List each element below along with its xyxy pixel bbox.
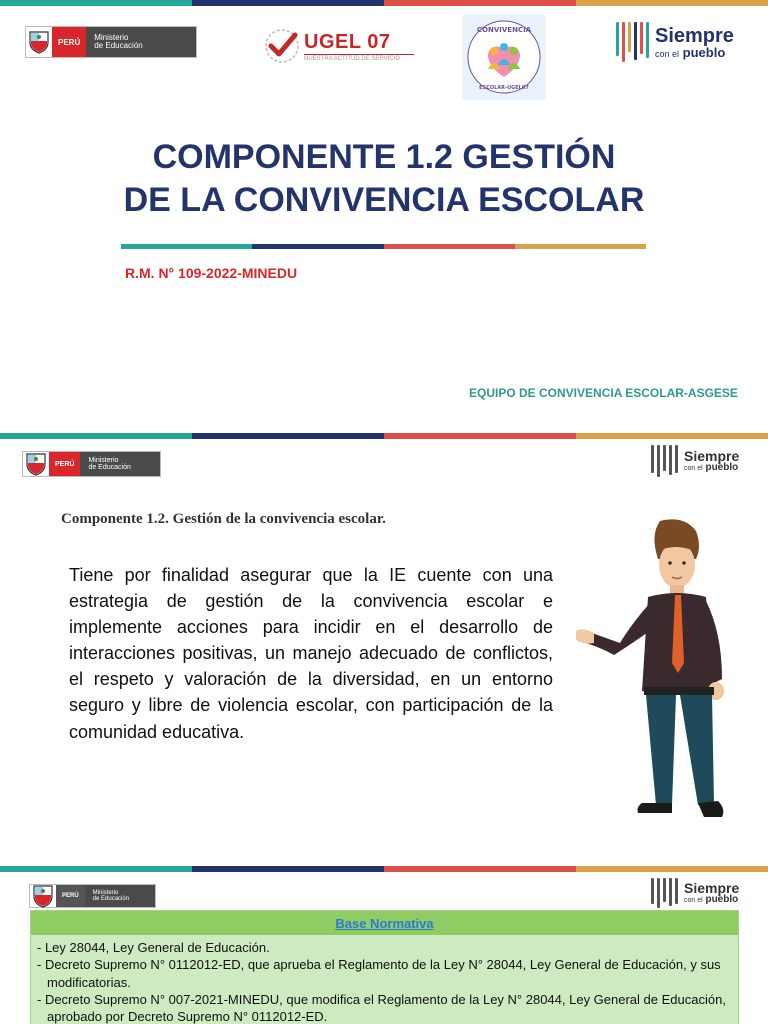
ministerio-label [85, 885, 155, 907]
ugel-subtitle: NUESTRA ACTITUD DE SERVICIO [304, 54, 414, 62]
slide-base-normativa [0, 866, 768, 1024]
con-el-word: con el [655, 48, 680, 59]
siempre-con-el-pueblo-logo [651, 878, 739, 908]
minedu-logo [22, 451, 161, 477]
ministerio-label [86, 27, 196, 57]
ministerio-line2: de Educación [92, 896, 130, 902]
slide-title [0, 0, 768, 433]
ministerio-line1: Ministerio [92, 889, 119, 896]
convivencia-bottom-text: ESCOLAR-UGEL07 [479, 85, 529, 91]
convivencia-top-text: CONVIVENCIA [476, 26, 532, 34]
pueblo-word: pueblo [705, 462, 739, 473]
con-el-word: con el [684, 897, 703, 904]
peru-label: PERÚ [56, 885, 85, 907]
siempre-bars-icon [616, 22, 649, 62]
pueblo-word: pueblo [682, 44, 726, 60]
list-item: - Decreto Supremo N° 007-2021-MINEDU, que modifica el Reglamento de la Ley N° 28044, Ley General de Educación, aprobado por Decreto Supremo N° 0112012-ED. [37, 991, 726, 1024]
base-normativa-list [31, 935, 738, 1024]
ministerio-line1: Ministerio [88, 456, 119, 464]
peru-shield-icon [26, 29, 52, 55]
slide-componente [0, 433, 768, 866]
resolution-number: R.M. N° 109-2022-MINEDU [125, 265, 298, 281]
con-el-word: con el [684, 465, 703, 472]
pueblo-word: pueblo [705, 894, 739, 905]
slide-main-title [0, 136, 768, 222]
siempre-word: Siempre [684, 448, 740, 464]
base-normativa-header [31, 911, 738, 935]
ministerio-label [80, 452, 160, 476]
list-item: - Decreto Supremo N° 0112012-ED, que aprueba el Reglamento de la Ley N° 28044, Ley General de Educación, y sus modificatorias. [37, 957, 721, 990]
siempre-bars-icon [651, 445, 678, 477]
peru-shield-icon [30, 883, 56, 909]
presenter-man-illustration [572, 513, 742, 828]
minedu-logo [29, 884, 156, 908]
color-stripe [0, 866, 768, 872]
color-stripe [0, 0, 768, 6]
siempre-word: Siempre [655, 24, 734, 47]
siempre-word: Siempre [684, 880, 740, 896]
title-line-1: COMPONENTE 1.2 GESTIÓN [152, 138, 616, 176]
title-underline [121, 244, 646, 249]
ugel-title: UGEL 07 [304, 30, 391, 53]
ministerio-line1: Ministerio [94, 32, 129, 42]
component-description: Tiene por finalidad asegurar que la IE cuente con una estrategia de gestión de la convivencia escolar e implemente acciones para incidir en el desarrollo de interacciones positivas, un manejo adecuado de conflictos, el respeto y valoración de la diversidad, en un entorno seguro y libre de violencia escolar, con participación de la comunidad educativa. [69, 565, 553, 742]
peru-shield-icon [23, 451, 49, 477]
siempre-bars-icon [651, 878, 678, 908]
base-normativa-title: Base Normativa [335, 915, 434, 931]
siempre-con-el-pueblo-logo [651, 445, 739, 477]
team-name: EQUIPO DE CONVIVENCIA ESCOLAR-ASGESE [469, 386, 738, 400]
ugel-check-icon [262, 26, 302, 66]
base-normativa-box [30, 910, 739, 1024]
ugel07-logo [262, 26, 414, 66]
minedu-logo [25, 26, 197, 58]
title-line-2: DE LA CONVIVENCIA ESCOLAR [123, 180, 645, 219]
ministerio-line2: de Educación [88, 464, 131, 471]
list-item: - Ley 28044, Ley General de Educación. [37, 940, 270, 955]
peru-label: PERÚ [49, 452, 80, 476]
convivencia-escolar-logo [462, 14, 546, 100]
convivencia-people-icon [464, 17, 544, 97]
component-heading: Componente 1.2. Gestión de la convivencia escolar. [61, 511, 386, 527]
peru-label: PERÚ [52, 27, 86, 57]
color-stripe [0, 433, 768, 439]
ministerio-line2: de Educación [94, 41, 143, 50]
siempre-con-el-pueblo-logo [616, 22, 734, 62]
